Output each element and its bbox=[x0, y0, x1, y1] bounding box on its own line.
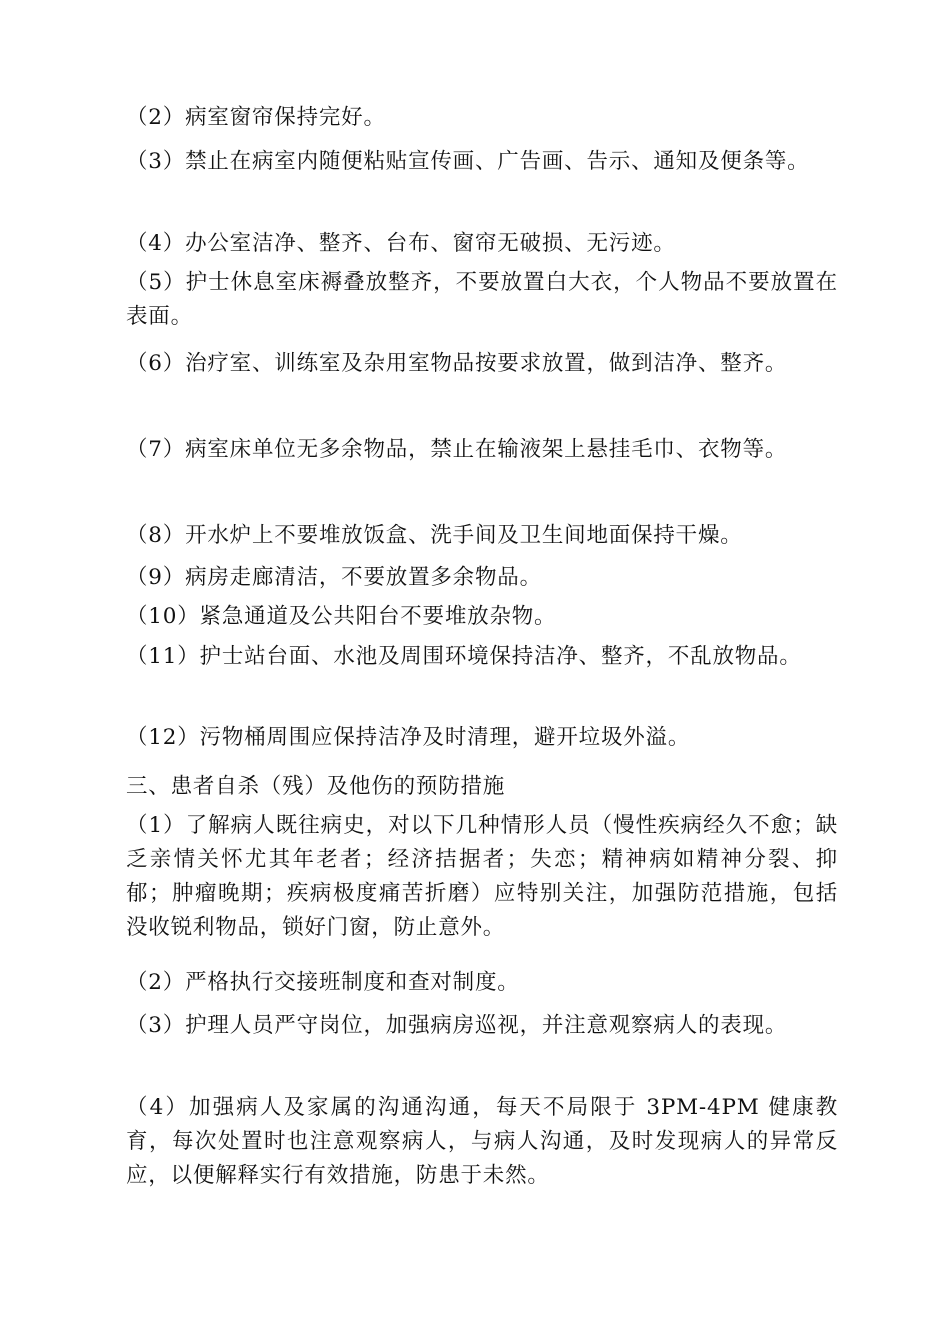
item-5-nurse-lounge: （5）护士休息室床褥叠放整齐，不要放置白大衣，个人物品不要放置在表面。 bbox=[126, 270, 838, 329]
measure-3-patrol: （3）护理人员严守岗位，加强病房巡视，并注意观察病人的表现。 bbox=[126, 1013, 788, 1038]
item-11-nurse-station: （11）护士站台面、水池及周围环境保持洁净、整齐，不乱放物品。 bbox=[126, 644, 802, 669]
item-4-office: （4）办公室洁净、整齐、台布、窗帘无破损、无污迹。 bbox=[126, 231, 676, 256]
measure-2-handover: （2）严格执行交接班制度和查对制度。 bbox=[126, 970, 520, 995]
item-3-posting-ban: （3）禁止在病室内随便粘贴宣传画、广告画、告示、通知及便条等。 bbox=[126, 149, 810, 174]
item-6-treatment-room: （6）治疗室、训练室及杂用室物品按要求放置，做到洁净、整齐。 bbox=[126, 351, 788, 376]
item-2-curtains: （2）病室窗帘保持完好。 bbox=[126, 105, 386, 130]
item-10-emergency-exit: （10）紧急通道及公共阳台不要堆放杂物。 bbox=[126, 604, 557, 629]
item-8-water-boiler: （8）开水炉上不要堆放饭盒、洗手间及卫生间地面保持干燥。 bbox=[126, 523, 743, 548]
item-7-bed-unit: （7）病室床单位无多余物品，禁止在输液架上悬挂毛巾、衣物等。 bbox=[126, 437, 788, 462]
item-9-corridor: （9）病房走廊清洁，不要放置多余物品。 bbox=[126, 565, 542, 590]
measure-4-communication: （4）加强病人及家属的沟通沟通，每天不局限于 3PM-4PM 健康教育，每次处置时也注意观察病人，与病人沟通，及时发现病人的异常反应，以便解释实行有效措施，防患于未然。 bbox=[126, 1095, 838, 1188]
measure-1-history: （1）了解病人既往病史，对以下几种情形人员（慢性疾病经久不愈；缺乏亲情关怀尤其年老者；经济拮据者；失恋；精神病如精神分裂、抑郁；肿瘤晚期；疾病极度痛苦折磨）应特别关注，加强防范措施，包括没收锐利物品，锁好门窗，防止意外。 bbox=[126, 813, 838, 940]
item-12-waste-bin: （12）污物桶周围应保持洁净及时清理，避开垃圾外溢。 bbox=[126, 725, 691, 750]
section-heading: 三、患者自杀（残）及他伤的预防措施 bbox=[126, 774, 506, 799]
